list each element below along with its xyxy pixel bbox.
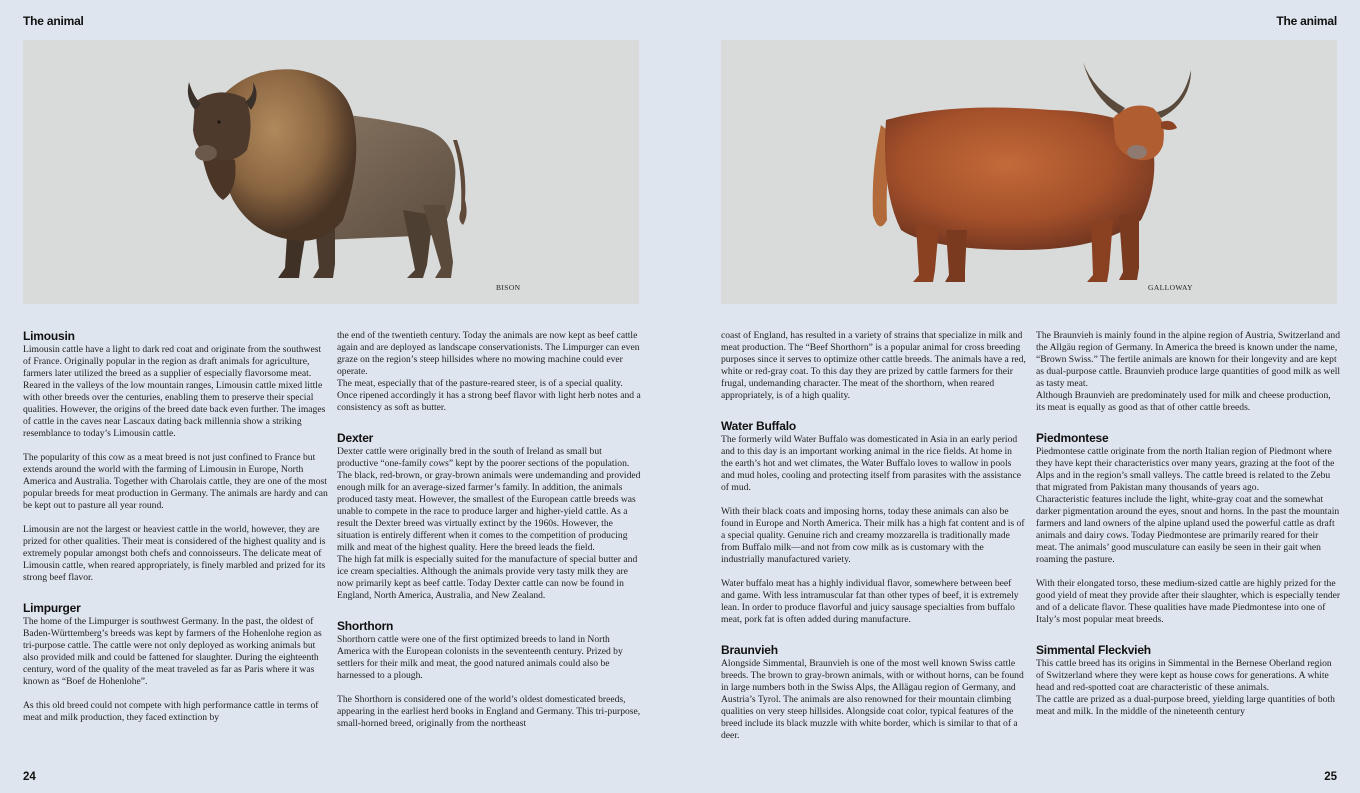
paragraph: The Shorthorn is considered one of the world’s oldest domesticated breeds, appearing in the earliest herd books in England and Germany. This tri-purpose, small-horned breed, originally from the northeast bbox=[337, 694, 641, 729]
section-water-buffalo bbox=[721, 420, 1026, 626]
paragraph: the end of the twentieth century. Today the animals are now kept as beef cattle again and are deployed as landscape conservationists. The Limpurger can even graze on the region’s steep hillsides where no mowing machine could ever operate. bbox=[337, 330, 640, 377]
paragraph: As this old breed could not compete with high performance cattle in terms of meat and milk production, they faced extinction by bbox=[23, 700, 319, 723]
section-heading-simmental: Simmental Fleckvieh bbox=[1036, 643, 1151, 657]
bison-illustration-plate bbox=[23, 40, 639, 304]
paragraph: Dexter cattle were originally bred in the south of Ireland as small but productive “one-family cows” kept by the poorer sections of the population. The black, red-brown, or gray-brown animals were undemanding and provided enough milk for an average-sized farmer’s family. In addition, the animals produced tasty meat. However, the smallest of the European cattle breeds was unable to compete in the race to produce larger and higher-yield cattle. As a result the Dexter breed was virtually extinct by the 1960s. However, the situation is entirely different when it comes to the competition of producing milk and meat of the highest quality. Here the breed leads the field. bbox=[337, 446, 641, 553]
galloway-illustration-plate bbox=[721, 40, 1337, 304]
paragraph: Piedmontese cattle originate from the north Italian region of Piedmont where they have kept their characteristics over many years, grazing at the foot of the Alps and in the region’s small valleys. The cattle breed is related to the Zebu that migrated from Pakistan many thousands of years ago. bbox=[1036, 446, 1335, 493]
plate-caption-galloway: GALLOWAY bbox=[1148, 283, 1194, 292]
section-heading-braunvieh: Braunvieh bbox=[721, 643, 778, 657]
section-heading-limousin: Limousin bbox=[23, 329, 75, 343]
running-head-left: The animal bbox=[23, 14, 84, 28]
section-braunvieh bbox=[721, 644, 1026, 742]
paragraph: The formerly wild Water Buffalo was domesticated in Asia in an early period and to this day is an important working animal in the rice fields. At home in the earth’s hot and wet climates, the Water Buffalo loves to wallow in pools and mud holes, cooling and protecting itself from parasites with the assistance of mud. bbox=[721, 434, 1021, 493]
galloway-illustration bbox=[721, 40, 1337, 304]
text-column-2 bbox=[337, 330, 642, 748]
paragraph: The home of the Limpurger is southwest Germany. In the past, the oldest of Baden-Württemberg’s breeds was kept by farmers of the Hohenlohe region as tri-purpose cattle. The cattle were not only deployed as working animals but also provided milk and could be fattened for slaughter. During the eighteenth century, word of the quality of the meat traveled as far as Paris where it was known as “Boef de Hohenlohe”. bbox=[23, 616, 322, 687]
text-column-3 bbox=[721, 330, 1026, 760]
section-shorthorn-continued bbox=[721, 330, 1026, 402]
paragraph: The cattle are prized as a dual-purpose breed, yielding large quantities of both meat and milk. In the middle of the nineteenth century bbox=[1036, 694, 1335, 717]
paragraph: Characteristic features include the light, white-gray coat and the somewhat darker pigmentation around the eyes, snout and horns. In the past the mountain farmers and land owners of the alpine upland used the powerful cattle as draft animals and dairy cows. Today Piedmontese are primarily reared for their meat. The animals’ good musculature can easily be seen in their gait when roaming the pasture. bbox=[1036, 494, 1340, 565]
paragraph: Water buffalo meat has a highly individual flavor, somewhere between beef and game. With less intramuscular fat than other types of beef, it is extremely lean. In order to produce flavorful and juicy sausage specialties from buffalo meat, pork fat is often added during manufacture. bbox=[721, 578, 1019, 625]
section-heading-water-buffalo: Water Buffalo bbox=[721, 419, 796, 433]
paragraph: Shorthorn cattle were one of the first optimized breeds to land in North America with the European colonists in the seventeenth century. Prized by settlers for their milk and meat, the good natured animals could also be harnessed to a plough. bbox=[337, 634, 623, 681]
paragraph: With their black coats and imposing horns, today these animals can also be found in Europe and North America. Their milk has a high fat content and is of a special quality. Genuine rich and creamy mozzarella is traditionally made from Buffalo milk—and not from cow milk as is customary with the industrially manufactured variety. bbox=[721, 506, 1025, 565]
running-head-right: The animal bbox=[1276, 14, 1337, 28]
section-shorthorn bbox=[337, 620, 642, 730]
paragraph: With their elongated torso, these medium-sized cattle are highly prized for the good yield of meat they provide after their slaughter, which is especially tender and of a delicate flavor. These qualities have made Piedmontese into one of Italy’s most popular meat breeds. bbox=[1036, 578, 1341, 625]
section-heading-shorthorn: Shorthorn bbox=[337, 619, 394, 633]
page-number-right: 25 bbox=[1324, 771, 1337, 783]
bison-illustration bbox=[23, 40, 639, 304]
section-limpurger-continued bbox=[337, 330, 642, 414]
paragraph: This cattle breed has its origins in Simmental in the Bernese Oberland region of Switzerland where they were kept as house cows for generations. A white head and red-spotted coat are characteristic of these animals. bbox=[1036, 658, 1332, 693]
text-column-1 bbox=[23, 330, 328, 742]
paragraph: The high fat milk is especially suited for the manufacture of special butter and ice cream specialties. Although the animals provide very tasty milk they are now primarily kept as beef cattle. Today Dexter cattle can now be found in England, North America, Australia, and New Zealand. bbox=[337, 554, 638, 601]
section-limpurger bbox=[23, 602, 328, 724]
section-braunvieh-continued bbox=[1036, 330, 1341, 414]
page-number-left: 24 bbox=[23, 771, 36, 783]
section-dexter bbox=[337, 432, 642, 602]
section-heading-limpurger: Limpurger bbox=[23, 601, 81, 615]
section-limousin bbox=[23, 330, 328, 584]
text-column-4 bbox=[1036, 330, 1341, 736]
section-simmental-fleckvieh bbox=[1036, 644, 1341, 718]
section-piedmontese bbox=[1036, 432, 1341, 626]
section-heading-dexter: Dexter bbox=[337, 431, 374, 445]
paragraph: coast of England, has resulted in a variety of strains that specialize in milk and meat production. The “Beef Shorthorn” is a popular animal for cross breeding purposes since it serves to optimize other cattle breeds. The animals have a red, white or red-gray coat. To this day they are prized by cattle farmers for their frugal, undemanding character. The meat of the shorthorn, when reared appropriately, is of a high quality. bbox=[721, 330, 1026, 401]
paragraph: Limousin are not the largest or heaviest cattle in the world, however, they are prized for other qualities. Their meat is considered of the highest quality and is extremely popular amongst both chefs and connoisseurs. The delicate meat of Limousin cattle, when reared appropriately, is finely marbled and prized for its strong beef flavor. bbox=[23, 524, 326, 583]
plate-caption-bison: BISON bbox=[496, 283, 521, 292]
section-heading-piedmontese: Piedmontese bbox=[1036, 431, 1109, 445]
paragraph: Alongside Simmental, Braunvieh is one of the most well known Swiss cattle breeds. The brown to gray-brown animals, with or without horns, can be found in large numbers both in the Swiss Alps, the Allägau region of Germany, and Austria’s Tyrol. The animals are also renowned for their mountain climbing qualities on very steep hillsides. Alongside coat color, typical features of the breed include its black muzzle with white border, which is similar to that of a deer. bbox=[721, 658, 1024, 741]
paragraph: The popularity of this cow as a meat breed is not just confined to France but extends around the world with the farming of Limousin in Europe, North America and Australia. Together with Charolais cattle, they are one of the most popular breeds for meat production in Germany. The animals are hardy and can be kept out to pasture all year round. bbox=[23, 452, 328, 511]
paragraph: The Braunvieh is mainly found in the alpine region of Austria, Switzerland and the Allgäu region of Germany. In America the breed is known under the name, “Brown Swiss.” The fertile animals are known for their longevity and are kept as dual-purpose cattle. Braunvieh produce large quantities of good milk as well as tasty meat. bbox=[1036, 330, 1341, 389]
paragraph: Limousin cattle have a light to dark red coat and originate from the southwest of France. Originally popular in the region as draft animals for agriculture, farmers later utilized the breed as a supplier of especially flavorsome meat. Reared in the valleys of the low mountain ranges, Limousin cattle mixed little with other breeds over the centuries, enabling them to preserve their special qualities. However, the origins of the breed date back even further. The images of cattle in the caves near Lascaux dating back millennia show a striking resemblance to today’s Limousin cattle. bbox=[23, 344, 326, 439]
paragraph: Although Braunvieh are predominately used for milk and cheese production, its meat is equally as good as that of other cattle breeds. bbox=[1036, 390, 1331, 413]
paragraph: The meat, especially that of the pasture-reared steer, is of a special quality. Once ripened accordingly it has a strong beef flavor with light herb notes and a consistency as soft as butter. bbox=[337, 378, 641, 413]
